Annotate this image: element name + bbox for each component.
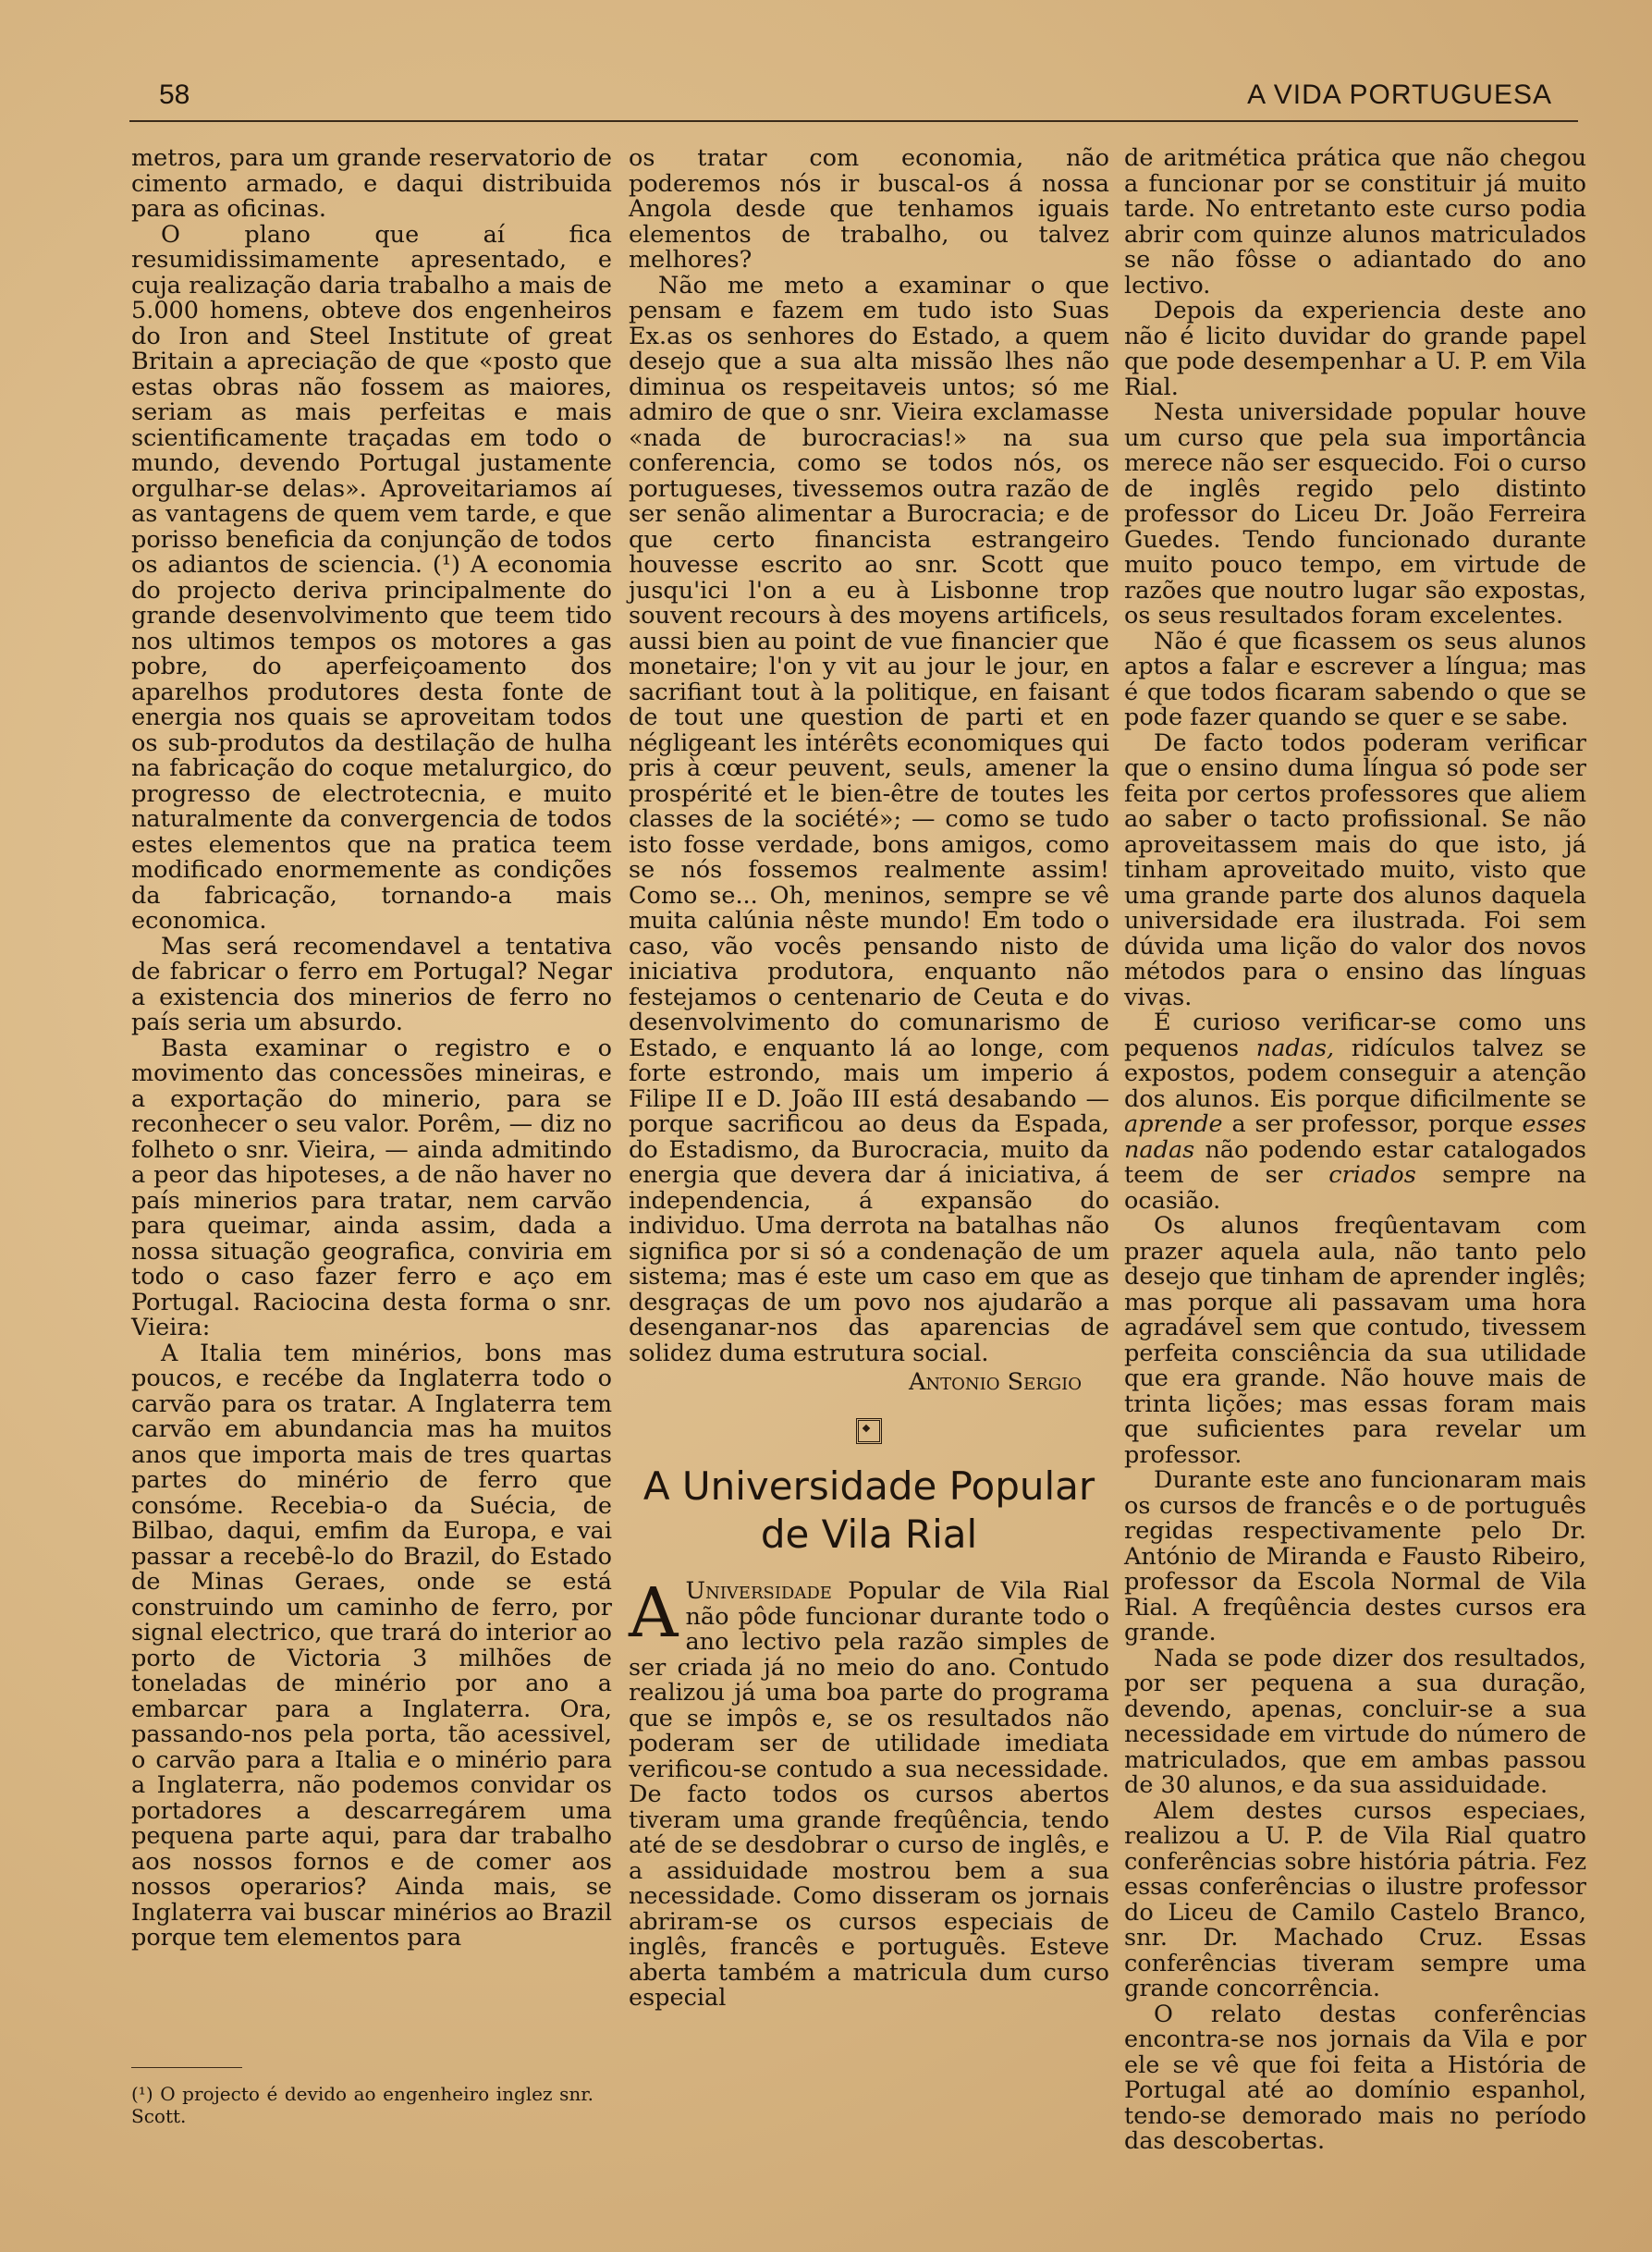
text-run: não podendo estar catalogados teem de ser bbox=[1124, 1135, 1586, 1189]
paragraph bbox=[1124, 1010, 1586, 1214]
paragraph: metros, para um grande reservatorio de cimento armado, e daqui distribuida para as oficinas. bbox=[131, 144, 612, 223]
paragraph: Não me meto a examinar o que pensam e fazem em tudo isto Suas Ex.as os senhores do Estado, a quem desejo que a sua alta missão lhes não diminua os respeitaveis untos; só me admiro de que o snr. Vieira exclamasse «nada de burocracias!» na sua conferencia, como se todos nós, os portugueses, tivessemos outra razão de ser senão alimentar a Burocracia; e de que certo financista estrangeiro houvesse escrito ao snr. Scott que jusqu'ici l'on a eu à Lisbonne trop souvent recours à des moyens artificels, aussi bien au point de vue financier que monetaire; l'on y vit au jour le jour, en sacrifiant tout à la politique, en faisant de tout une question de parti et en négligeant les intérêts economiques qui pris à cœur peuvent, seuls, amener la prospérité et le bien-être de toutes les classes de la société»; — como se tudo isto fosse verdade, bons amigos, como se nós fossemos realmente assim! Como se... Oh, meninos, sempre se vê muita calúnia nêste mundo! Em todo o caso, vão vocês pensando nisto de iniciativa produtora, enquanto não festejamos o centenario de Ceuta e do desenvolvimento do comunarismo de Estado, e enquanto lá ao longe, com forte estrondo, mais um imperio á Filipe II e D. João III está desabando — porque sacrificou ao deus da Espada, do Estadismo, da Burocracia, muito da energia que devera dar á iniciativa, á independencia, á expansão do individuo. Uma derrota na batalhas não significa por si só a condenação de um sistema; mas é este um caso em que as desgraças de um povo nos ajudarão a desenganar-nos das aparencias de solidez duma estrutura social. bbox=[629, 271, 1109, 1367]
journal-title: A VIDA PORTUGUESA bbox=[1247, 80, 1552, 110]
author-signature: Antonio Sergio bbox=[908, 1368, 1082, 1396]
footnote-rule bbox=[131, 2067, 242, 2068]
footnote: (¹) O projecto é devido ao engenheiro inglez snr. Scott. bbox=[131, 2083, 593, 2127]
paragraph: O plano que aí fica resumidissimamente apresentado, e cuja realização daria trabalho a mais de 5.000 homens, obteve dos engenheiros do Iron and Steel Institute of great Britain a apreciação de que «posto que estas obras não fossem as maiores, seriam as mais perfeitas e mais scientificamente traçadas em todo o mundo, devendo Portugal justamente orgulhar-se delas». Aproveitariamos aí as vantagens de quem vem tarde, e que porisso beneficia da conjunção de todos os adiantos de sciencia. (¹) A economia do projecto deriva principalmente do grande desenvolvimento que teem tido nos ultimos tempos os motores a gas pobre, do aperfeiçoamento dos aparelhos produtores desta fonte de energia nos quais se aproveitam todos os sub-produtos da destilação de hulha na fabricação do coque metalurgico, do progresso de electrotecnia, e muito naturalmente da convergencia de todos estes elementos que na pratica teem modificado enormemente as condições da fabricação, tornando-a mais economica. bbox=[131, 220, 612, 935]
paragraph: A Italia tem minérios, bons mas poucos, e recébe da Inglaterra todo o carvão para os tratar. A Inglaterra tem carvão em abundancia mas ha muitos anos que importa mais de tres quartas partes do minério de ferro que consóme. Recebia-o da Suécia, de Bilbao, daqui, emfim da Europa, e vai passar a recebê-lo do Brazil, do Estado de Minas Geraes, onde se está construindo um caminho de ferro, por signal electrico, que trará do interior ao porto de Victoria 3 milhões de toneladas de minério por ano a embarcar para a Inglaterra. Ora, passando-nos pela porta, tão acessivel, o carvão para a Italia e o minério para a Inglaterra, não podemos convidar os portadores a descarregárem uma pequena parte aqui, para dar trabalho aos nossos fornos e de comer aos nossos operarios? Ainda mais, se Inglaterra vai buscar minérios ao Brazil porque tem elementos para bbox=[131, 1339, 612, 1952]
paragraph: Durante este ano funcionaram mais os cursos de francês e o de português regidas respectivamente pelo Dr. António de Miranda e Fausto Ribeiro, professor da Escola Normal de Vila Rial. A freqûência destes cursos era grande. bbox=[1124, 1466, 1586, 1646]
article-title-line-1: A Universidade Popular bbox=[642, 1463, 1095, 1509]
paragraph: Os alunos freqûentavam com prazer aquela aula, não tanto pelo desejo que tinham de aprender inglês; mas porque ali passavam uma hora agradável sem que contudo, tivessem perfeita consciência da sua utilidade que era grande. Não houve mais de trinta lições; mas essas foram mais que suficientes para revelar um professor. bbox=[1124, 1212, 1586, 1469]
header-rule bbox=[129, 120, 1578, 122]
paragraph: Mas será recomendavel a tentativa de fabricar o ferro em Portugal? Negar a existencia dos minerios de ferro no país seria um absurdo. bbox=[131, 932, 612, 1036]
article-title-line-2: de Vila Rial bbox=[760, 1512, 978, 1557]
column-3 bbox=[1124, 146, 1586, 2155]
italic-run: nadas, bbox=[1255, 1034, 1335, 1062]
italic-run: aprende bbox=[1124, 1110, 1223, 1138]
page-number: 58 bbox=[159, 80, 190, 110]
article-lead-paragraph bbox=[629, 1573, 1109, 2012]
text-run: sempre na ocasião. bbox=[1124, 1161, 1586, 1215]
italic-run: criados bbox=[1328, 1161, 1416, 1189]
paragraph: Nesta universidade popular houve um curso que pela sua importância merece não ser esquecido. Foi o curso de inglês regido pelo distinto professor do Liceu Dr. João Ferreira Guedes. Tendo funcionado durante muito pouco tempo, em virtude de razões que noutro lugar são expostas, os seus resultados foram excelentes. bbox=[1124, 398, 1586, 630]
italic-run: esses nadas bbox=[1124, 1110, 1586, 1164]
column-2 bbox=[629, 146, 1109, 2012]
paragraph: O relato destas conferências encontra-se nos jornais da Vila e por ele se vê que foi feita a História de Portugal até ao domínio espanhol, tendo-se demorado mais no período das descobertas. bbox=[1124, 2000, 1586, 2155]
text-run: É curioso verificar-se como uns pequenos bbox=[1124, 1009, 1586, 1062]
drop-cap: A bbox=[629, 1573, 679, 1653]
ornament-icon bbox=[629, 1418, 1109, 1450]
paragraph: Não é que ficassem os seus alunos aptos a falar e escrever a língua; mas é que todos ficaram sabendo o que se pode fazer quando se quer e se sabe. bbox=[1124, 627, 1586, 731]
paragraph: os tratar com economia, não poderemos nós ir buscal-os á nossa Angola desde que tenhamos iguais elementos de trabalho, ou talvez melhores? bbox=[629, 144, 1109, 274]
paragraph: Basta examinar o registro e o movimento das concessões mineiras, e a exportação do minerio, para se reconhecer o seu valor. Porêm, — diz no folheto o snr. Vieira, — ainda admitindo a peor das hipoteses, a de não haver no país minerios para tratar, nem carvão para queimar, ainda assim, dada a nossa situação geografica, conviria em todo o caso fazer ferro e aço em Portugal. Raciocina desta forma o snr. Vieira: bbox=[131, 1034, 612, 1341]
article-title bbox=[629, 1463, 1109, 1559]
paragraph: Depois da experiencia deste ano não é licito duvidar do grande papel que pode desempenhar a U. P. em Vila Rial. bbox=[1124, 297, 1586, 401]
paragraph: De facto todos poderam verificar que o ensino duma língua só pode ser feita por certos professores que aliem ao saber o tacto profissional. Se não aproveitassem mais do que isto, já tinham aproveitado muito, visto que uma grande parte dos alunos daquela universidade era ilustrada. Foi sem dúvida uma lição do valor dos novos métodos para o ensino das línguas vivas. bbox=[1124, 728, 1586, 1011]
lead-small-caps: Universidade bbox=[685, 1577, 832, 1605]
lead-text: Popular de Vila Rial não pôde funcionar durante todo o ano lectivo pela razão simples de ser criada já no meio do ano. Contudo realizou já uma boa parte do programa que se impôs e, se os resultados não poderam ser de utilidade imediata verificou-se contudo a sua necessidade. De facto todos os cursos abertos tiveram uma grande freqûência, tendo até de se desdobrar o curso de inglês, e a assiduidade mostrou bem a sua necessidade. Como disseram os jornais abriram-se os cursos especiais de inglês, francês e português. Esteve aberta também a matricula dum curso especial bbox=[629, 1577, 1109, 2012]
paragraph: de aritmética prática que não chegou a funcionar por se constituir já muito tarde. No entretanto este curso podia abrir com quinze alunos matriculados se não fôsse o adiantado do ano lectivo. bbox=[1124, 144, 1586, 300]
paragraph: Nada se pode dizer dos resultados, por ser pequena a sua duração, devendo, apenas, concluir-se a sua necessidade em virtude do número de matriculados, que em ambas passou de 30 alunos, e da sua assiduidade. bbox=[1124, 1644, 1586, 1799]
paragraph: Alem destes cursos especiaes, realizou a U. P. de Vila Rial quatro conferências sobre história pátria. Fez essas conferências o ilustre professor do Liceu de Camilo Castelo Branco, snr. Dr. Machado Cruz. Essas conferências tiveram sempre uma grande concorrência. bbox=[1124, 1796, 1586, 2002]
column-1 bbox=[131, 146, 612, 1952]
text-run: ridículos talvez se expostos, podem conseguir a atenção dos alunos. Eis porque dificilmente se bbox=[1124, 1034, 1586, 1113]
text-run: a ser professor, porque bbox=[1222, 1110, 1523, 1138]
